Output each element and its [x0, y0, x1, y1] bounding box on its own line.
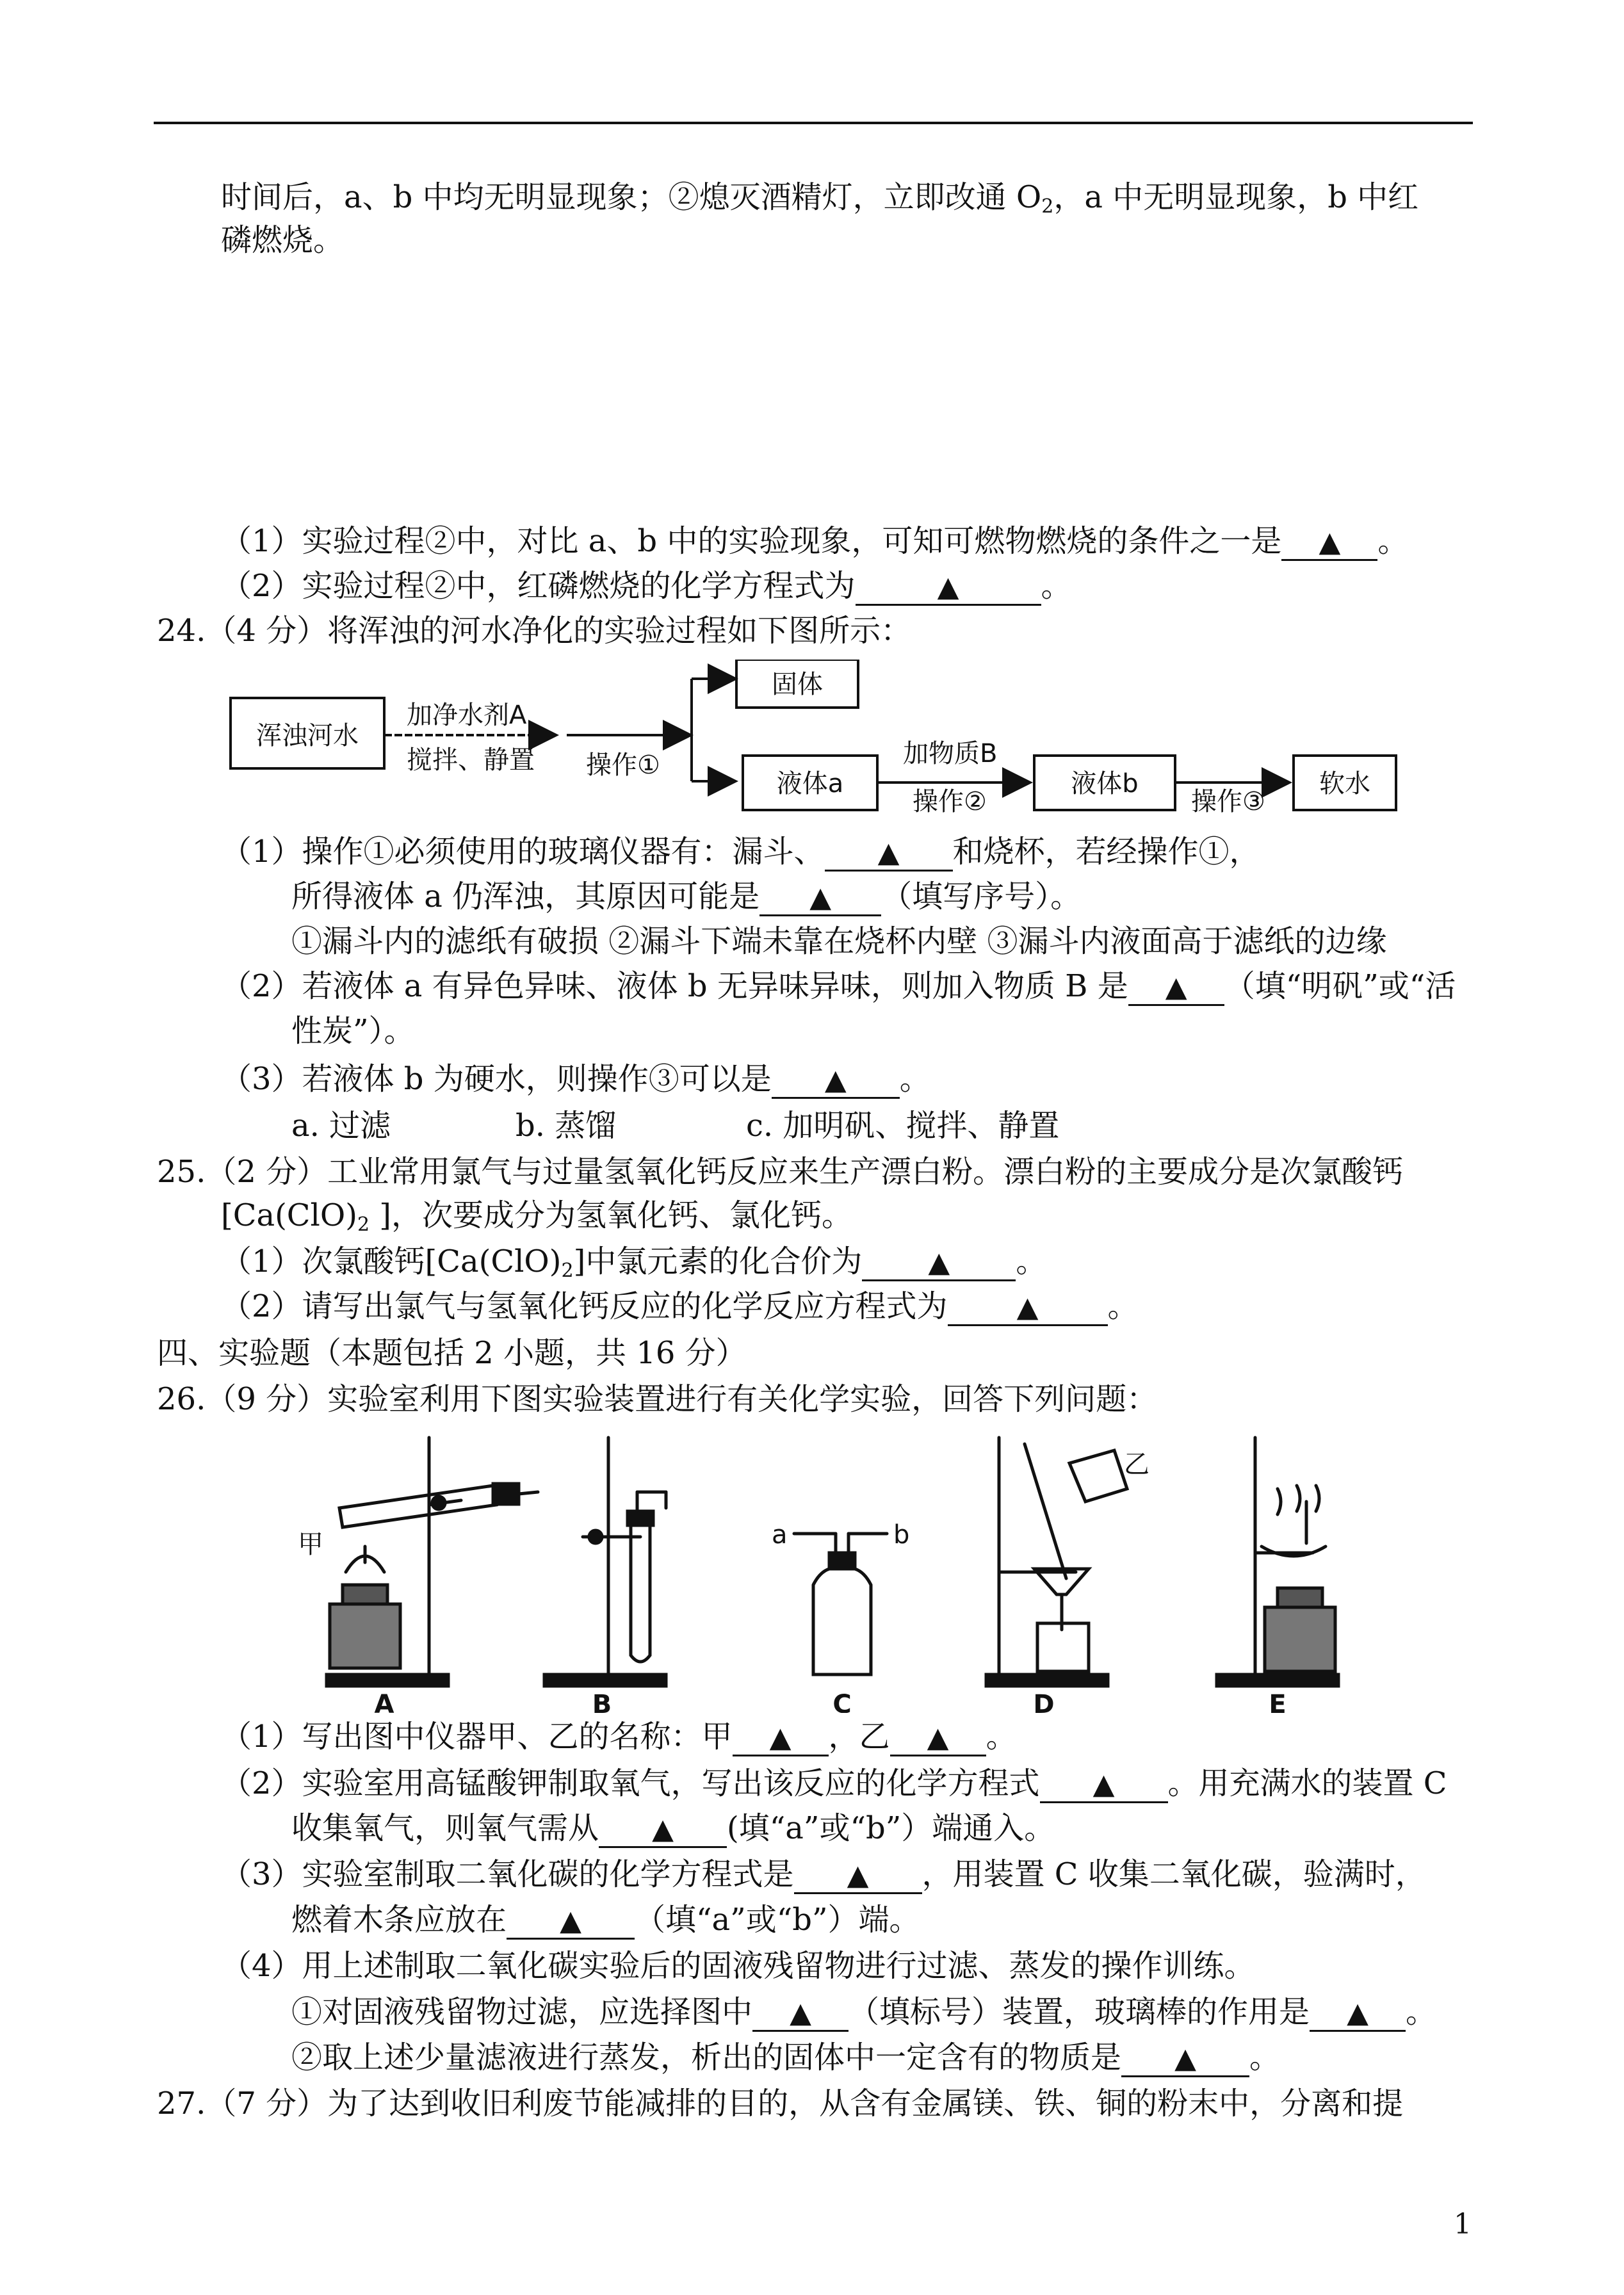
q25-formula-line: [$Ca(ClO)_2$ ]，次要成分为氢氧化钙、氯化钙。: [221, 1197, 853, 1236]
label-C: C: [832, 1690, 852, 1713]
answer-blank[interactable]: ▲: [733, 1720, 829, 1756]
label-D: D: [1033, 1690, 1055, 1713]
answer-blank[interactable]: ▲: [507, 1903, 635, 1940]
label-A: A: [374, 1690, 394, 1713]
label-E: E: [1269, 1690, 1287, 1713]
answer-blank[interactable]: ▲: [794, 1858, 922, 1894]
page-number: 1: [1454, 2208, 1472, 2241]
apparatus-a: [327, 1438, 538, 1686]
section-4-heading: 四、实验题（本题包括 2 小题，共 16 分）: [157, 1335, 747, 1371]
flow-soft-water: 软水: [1319, 769, 1370, 799]
flow-op2: 操作②: [913, 787, 987, 816]
answer-blank[interactable]: ▲: [772, 1062, 900, 1099]
apparatus-b: [544, 1438, 666, 1686]
q26-part3b: 燃着木条应放在 ▲ （填“a”或“b”）端。: [291, 1901, 920, 1940]
q24-part1c: ①漏斗内的滤纸有破损 ②漏斗下端未靠在烧杯内壁 ③漏斗内液面高于滤纸的边缘: [291, 923, 1387, 959]
flow-liquid-b: 液体b: [1071, 769, 1139, 799]
q24-part3: （3）若液体 b 为硬水，则操作③可以是 ▲ 。: [221, 1060, 930, 1099]
answer-blank[interactable]: ▲: [862, 1245, 1016, 1281]
q26-part4: （4）用上述制取二氧化碳实验后的固液残留物进行过滤、蒸发的操作训练。: [221, 1948, 1255, 1984]
flow-solid: 固体: [772, 670, 823, 699]
flow-add-b: 加物质B: [903, 739, 998, 768]
q26-part2a: （2）实验室用高锰酸钾制取氧气，写出该反应的化学方程式 ▲ 。用充满水的装置 C: [221, 1764, 1447, 1803]
answer-blank[interactable]: ▲: [825, 835, 953, 872]
answer-blank[interactable]: ▲: [1310, 1995, 1406, 2032]
answer-blank[interactable]: ▲: [1121, 2041, 1249, 2077]
header-rule: [154, 122, 1473, 124]
continuation-line-2: 磷燃烧。: [221, 222, 345, 258]
q26-title: 26.（9 分）实验室利用下图实验装置进行有关化学实验，回答下列问题：: [157, 1381, 1158, 1417]
answer-blank[interactable]: ▲: [1128, 969, 1224, 1006]
answer-blank[interactable]: ▲: [759, 880, 881, 916]
q23-part2: （2）实验过程②中，红磷燃烧的化学方程式为 ▲ 。: [221, 567, 1072, 606]
answer-blank[interactable]: ▲: [1281, 524, 1377, 561]
flow-start: 浑浊河水: [256, 721, 359, 750]
q26-part4b: ②取上述少量滤液进行蒸发，析出的固体中一定含有的物质是 ▲ 。: [291, 2038, 1280, 2077]
q24-title: 24.（4 分）将浑浊的河水净化的实验过程如下图所示：: [157, 613, 912, 649]
q25-part1: （1）次氯酸钙$[Ca(ClO)_2]$中氯元素的化合价为 ▲ 。: [221, 1244, 1047, 1282]
q26-part1: （1）写出图中仪器甲、乙的名称：甲 ▲ ，乙 ▲ 。: [221, 1717, 1017, 1756]
flow-op3: 操作③: [1191, 787, 1265, 816]
q25-title: 25.（2 分）工业常用氯气与过量氢氧化钙反应来生产漂白粉。漂白粉的主要成分是次氯酸钙: [157, 1154, 1404, 1190]
answer-blank[interactable]: ▲: [948, 1290, 1108, 1326]
q24-option-c: c. 加明矾、搅拌、静置: [746, 1108, 1060, 1144]
flow-op1: 操作①: [586, 750, 660, 780]
q24-part1a: （1）操作①必须使用的玻璃仪器有：漏斗、 ▲ 和烧杯，若经操作①，: [221, 832, 1260, 872]
label-jia: 甲: [298, 1530, 323, 1559]
q26-part4a: ①对固液残留物过滤，应选择图中 ▲ （填标号）装置，玻璃棒的作用是 ▲ 。: [291, 1993, 1436, 2032]
q24-part1b: 所得液体 a 仍浑浊，其原因可能是 ▲ （填写序号）。: [291, 877, 1081, 916]
q26-part2b: 收集氧气，则氧气需从 ▲ (填“a”或“b”）端通入。: [291, 1809, 1055, 1848]
q24-option-a: a. 过滤: [291, 1108, 391, 1144]
answer-blank[interactable]: ▲: [599, 1812, 727, 1848]
q24-part2a: （2）若液体 a 有异色异味、液体 b 无异味异味，则加入物质 B 是 ▲ （填“明矾”或“活: [221, 967, 1456, 1006]
q24-part2b: 性炭”）。: [291, 1013, 415, 1049]
lab-apparatus-figure: [282, 1425, 1396, 1713]
q27-title: 27.（7 分）为了达到收旧利废节能减排的目的，从含有金属镁、铁、铜的粉末中，分离和提: [157, 2086, 1404, 2121]
answer-blank[interactable]: ▲: [856, 569, 1041, 606]
apparatus-e: [1217, 1438, 1338, 1686]
flow-liquid-a: 液体a: [776, 769, 844, 799]
apparatus-d: [986, 1438, 1127, 1686]
q26-part3a: （3）实验室制取二氧化碳的化学方程式是 ▲ ，用装置 C 收集二氧化碳，验满时，: [221, 1855, 1426, 1894]
continuation-line-1: 时间后，a、b 中均无明显现象；②熄灭酒精灯，立即改通 $O_2$，a 中无明显现象，b 中红: [221, 179, 1419, 218]
label-B: B: [592, 1690, 612, 1713]
apparatus-c: [794, 1534, 887, 1675]
q24-option-b: b. 蒸馏: [516, 1108, 617, 1144]
answer-blank[interactable]: ▲: [890, 1720, 986, 1756]
q25-part2: （2）请写出氯气与氢氧化钙反应的化学反应方程式为 ▲ 。: [221, 1287, 1139, 1326]
answer-blank[interactable]: ▲: [1040, 1767, 1168, 1803]
flow-step1-top: 加净水剂A: [407, 701, 527, 730]
water-purification-flowchart: [227, 660, 1399, 832]
answer-blank[interactable]: ▲: [752, 1995, 849, 2032]
flow-step1-bottom: 搅拌、静置: [407, 745, 535, 775]
q23-part1: （1）实验过程②中，对比 a、b 中的实验现象，可知可燃物燃烧的条件之一是 ▲ 。: [221, 522, 1408, 561]
label-yi: 乙: [1124, 1450, 1149, 1479]
label-port-a: a: [772, 1520, 788, 1550]
label-port-b: b: [893, 1520, 910, 1550]
